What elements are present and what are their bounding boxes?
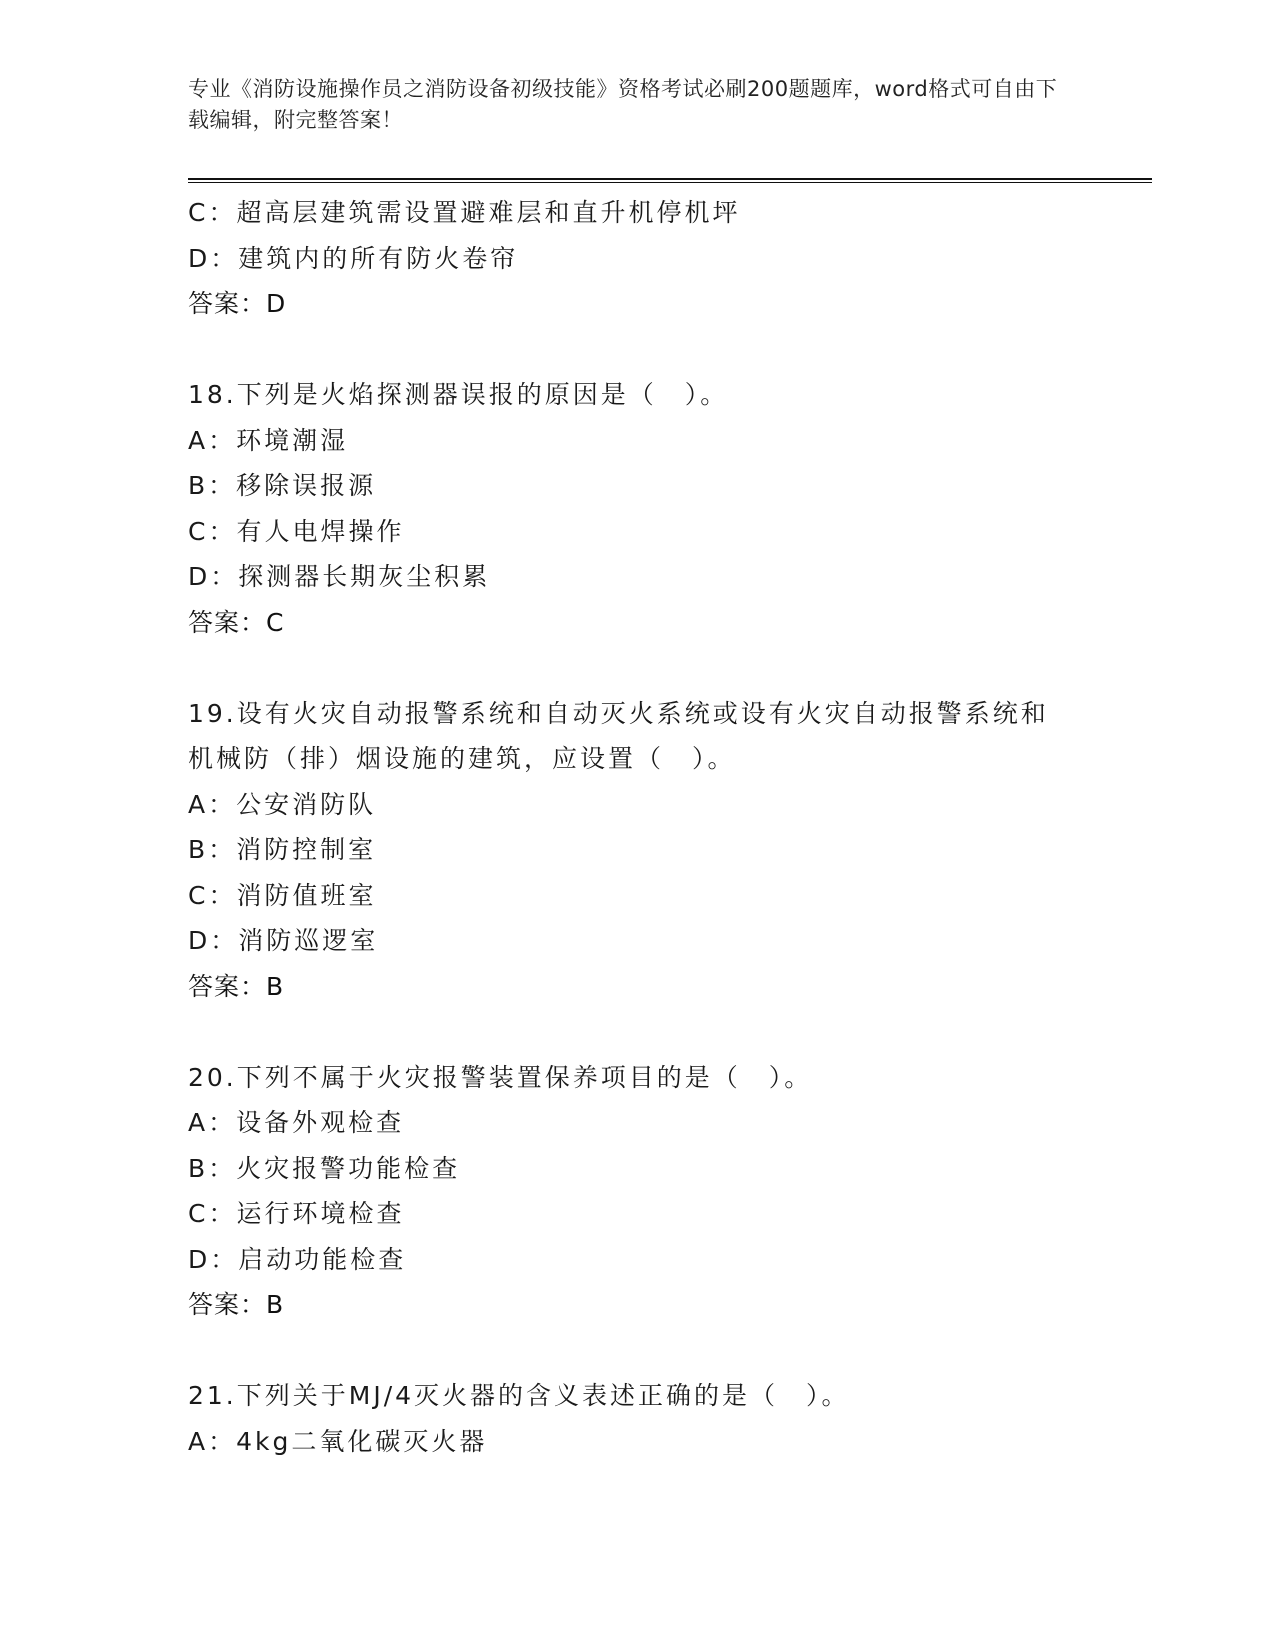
spacer <box>188 327 1088 373</box>
question-stem-continued: 机械防（排）烟设施的建筑，应设置（ ）。 <box>188 744 736 773</box>
option-a: A：环境潮湿 <box>188 425 349 455</box>
option-c: C：超高层建筑需设置避难层和直升机停机坪 <box>188 198 741 227</box>
option-c: C：运行环境检查 <box>188 1199 405 1228</box>
option-c: C：消防值班室 <box>188 880 377 910</box>
option-b: B：消防控制室 <box>188 835 377 864</box>
option-b: B：移除误报源 <box>188 471 377 500</box>
option-a: A：公安消防队 <box>188 789 377 819</box>
answer: 答案：C <box>188 607 285 637</box>
spacer <box>188 1328 1088 1374</box>
spacer <box>188 645 1088 691</box>
option-d: D：启动功能检查 <box>188 1244 407 1274</box>
answer: 答案：B <box>188 971 285 1001</box>
spacer <box>188 1009 1088 1055</box>
question-list <box>188 190 1088 1464</box>
option-d: D：消防巡逻室 <box>188 926 379 955</box>
question-stem: 21.下列关于MJ/4灭火器的含义表述正确的是（ ）。 <box>188 1381 850 1410</box>
question-stem: 20.下列不属于火灾报警装置保养项目的是（ ）。 <box>188 1062 813 1092</box>
question-stem: 18.下列是火焰探测器误报的原因是（ ）。 <box>188 380 729 409</box>
option-b: B：火灾报警功能检查 <box>188 1153 461 1183</box>
option-d: D：探测器长期灰尘积累 <box>188 562 491 591</box>
question-stem: 19.设有火灾自动报警系统和自动灭火系统或设有火灾自动报警系统和 <box>188 698 1049 728</box>
option-a: A：设备外观检查 <box>188 1108 405 1137</box>
header-divider <box>188 178 1152 183</box>
answer: 答案：D <box>188 289 287 318</box>
option-a: A：4kg二氧化碳灭火器 <box>188 1426 488 1456</box>
document-header: 专业《消防设施操作员之消防设备初级技能》资格考试必刷200题题库，word格式可自由下载编辑，附完整答案！ <box>188 77 1058 132</box>
option-c: C：有人电焊操作 <box>188 516 405 546</box>
answer: 答案：B <box>188 1290 285 1319</box>
option-d: D：建筑内的所有防火卷帘 <box>188 243 519 273</box>
